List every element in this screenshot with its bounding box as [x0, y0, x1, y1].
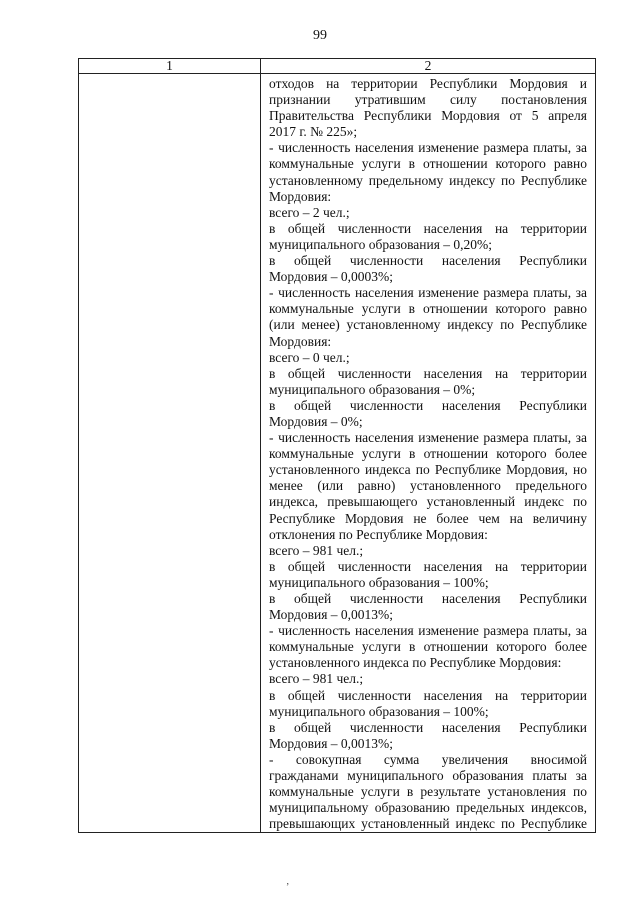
text-line: Мордовия – 0,0003%; [269, 269, 394, 285]
text-line: коммунальные услуги в отношении которого более [269, 446, 587, 462]
text-line: в общей численности населения Республики [269, 253, 587, 269]
text-line: всего – 2 чел.; [269, 204, 350, 220]
column-header-1: 1 [79, 59, 261, 74]
text-line: Мордовия: [269, 188, 332, 204]
text-line: (или менее) установленному индексу по Республике [269, 317, 587, 333]
text-line: - численность населения изменение размера платы, за [269, 285, 587, 301]
text-line: - численность населения изменение размера платы, за [269, 430, 587, 446]
table-body [79, 74, 596, 833]
text-line: в общей численности населения на территории [269, 687, 587, 703]
text-line: муниципального образования – 100%; [269, 574, 489, 590]
text-line: менее (или равно) установленного предельного [269, 478, 587, 494]
text-line: отклонения по Республике Мордовия: [269, 526, 488, 542]
text-line: превышающих установленный индекс по Республике [269, 816, 587, 832]
text-line: муниципальному образованию предельных индексов, [269, 800, 587, 816]
text-line: в общей численности населения на территории [269, 558, 587, 574]
text-line: установленному предельному индексу по Республике [269, 172, 587, 188]
text-line: всего – 981 чел.; [269, 542, 364, 558]
text-line: Мордовия – 0,0013%; [269, 735, 394, 751]
text-line: коммунальные услуги в результате установления по [269, 784, 587, 800]
text-line: в общей численности населения Республики [269, 719, 587, 735]
text-line: признании утратившим силу постановления [269, 92, 587, 108]
text-line: в общей численности населения на территории [269, 365, 587, 381]
table-row [79, 74, 596, 833]
text-line: Правительства Республики Мордовия от 5 апреля [269, 108, 587, 124]
text-line: - совокупная сумма увеличения вносимой [269, 751, 587, 767]
column-header-2: 2 [261, 59, 596, 74]
cell-text [261, 74, 595, 832]
text-line: 2017 г. № 225»; [269, 124, 358, 140]
text-line: коммунальные услуги в отношении которого более [269, 639, 587, 655]
text-line: Республике Мордовия не более чем на величину [269, 510, 587, 526]
text-line: всего – 0 чел.; [269, 349, 350, 365]
text-line: установленного индекса по Республике Мордовия: [269, 655, 562, 671]
text-line: муниципального образования – 100%; [269, 703, 489, 719]
text-line: в общей численности населения Республики [269, 397, 587, 413]
text-line: муниципального образования – 0,20%; [269, 236, 493, 252]
header-row [79, 59, 596, 74]
text-line: отходов на территории Республики Мордовия и [269, 76, 587, 91]
table-header [79, 59, 596, 74]
document-table [78, 58, 596, 833]
text-line: Мордовия – 0%; [269, 413, 363, 429]
text-line: Мордовия – 0,0013%; [269, 607, 394, 623]
text-line: индекса, превышающего установленный индекс по [269, 494, 587, 510]
text-line: всего – 981 чел.; [269, 671, 364, 687]
text-line: - численность населения изменение размера платы, за [269, 623, 587, 639]
column-2-cell [261, 74, 596, 833]
text-line: в общей численности населения Республики [269, 591, 587, 606]
text-line: Мордовия: [269, 333, 332, 349]
page-number: 99 [313, 28, 327, 43]
text-line: гражданами муниципального образования платы за [269, 768, 587, 784]
text-line: муниципального образования – 0%; [269, 381, 476, 397]
text-line: коммунальные услуги в отношении которого равно [269, 301, 587, 317]
text-line: - численность населения изменение размера платы, за [269, 140, 587, 156]
text-line: в общей численности населения на территории [269, 220, 587, 236]
text-line: коммунальные услуги в отношении которого равно [269, 156, 587, 172]
column-1-cell [79, 74, 261, 833]
text-line: установленного индекса по Республике Мордовия, но [269, 462, 587, 478]
page-mark: ‚ [286, 876, 290, 887]
